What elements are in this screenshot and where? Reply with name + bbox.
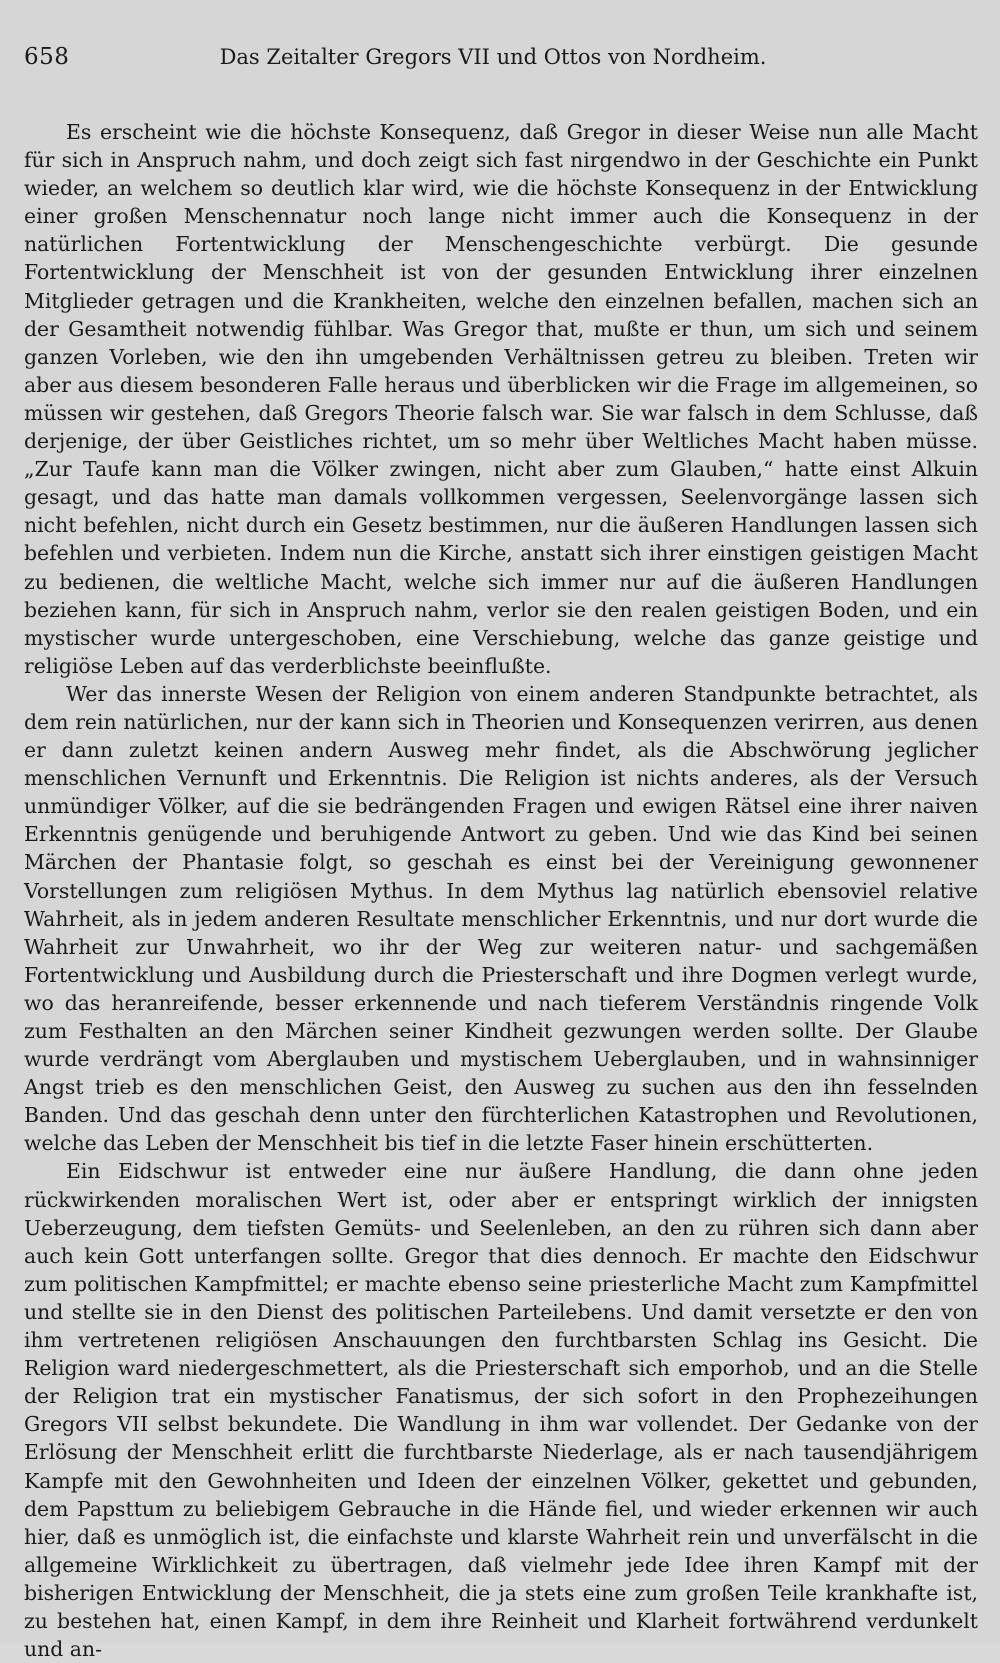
- body-text: [24, 118, 978, 1663]
- paragraph-1: Es erscheint wie die höchste Konsequenz, daß Gregor in dieser Weise nun alle Macht für sich in Anspruch nahm, und doch zeigt sich fast nirgendwo in der Geschichte ein Punkt wieder, an welchem so deutlich klar wird, wie die höchste Konsequenz in der Entwicklung einer großen Menschennatur noch lange nicht immer auch die Konsequenz in der natürlichen Fortentwicklung der Menschengeschichte verbürgt. Die gesunde Fortentwicklung der Menschheit ist von der gesunden Entwicklung ihrer einzelnen Mitglieder getragen und die Krankheiten, welche den einzelnen befallen, machen sich an der Gesamtheit notwendig fühlbar. Was Gregor that, mußte er thun, um sich und seinem ganzen Vorleben, wie den ihn umgebenden Verhältnissen getreu zu bleiben. Treten wir aber aus diesem besonderen Falle heraus und überblicken wir die Frage im allgemeinen, so müssen wir gestehen, daß Gregors Theorie falsch war. Sie war falsch in dem Schlusse, daß derjenige, der über Geistliches richtet, um so mehr über Weltliches Macht haben müsse. „Zur Taufe kann man die Völker zwingen, nicht aber zum Glauben,“ hatte einst Alkuin gesagt, und das hatte man damals vollkommen vergessen, Seelenvorgänge lassen sich nicht befehlen, nicht durch ein Gesetz bestimmen, nur die äußeren Handlungen lassen sich befehlen und verbieten. Indem nun die Kirche, anstatt sich ihrer einstigen geistigen Macht zu bedienen, die weltliche Macht, welche sich immer nur auf die äußeren Handlungen beziehen kann, für sich in Anspruch nahm, verlor sie den realen geistigen Boden, und ein mystischer wurde untergeschoben, eine Verschiebung, welche das ganze geistige und religiöse Leben auf das verderblichste beeinflußte.: [24, 120, 978, 678]
- running-header: [24, 44, 978, 84]
- running-title: Das Zeitalter Gregors VII und Ottos von Nordheim.: [219, 45, 767, 69]
- page-number: 658: [24, 44, 70, 70]
- paragraph-3: Ein Eidschwur ist entweder eine nur äußere Handlung, die dann ohne jeden rückwirkenden moralischen Wert ist, oder aber er entspringt wirklich der innigsten Ueberzeugung, dem tiefsten Gemüts- und Seelenleben, an den zu rühren sich dann aber auch kein Gott unterfangen sollte. Gregor that dies dennoch. Er machte den Eidschwur zum politischen Kampfmittel; er machte ebenso seine priesterliche Macht zum Kampfmittel und stellte sie in den Dienst des politischen Parteilebens. Und damit versetzte er den von ihm vertretenen religiösen Anschauungen den furchtbarsten Schlag ins Gesicht. Die Religion ward niedergeschmettert, als die Priesterschaft sich emporhob, und an die Stelle der Religion trat ein mystischer Fanatismus, der sich sofort in den Prophezeihungen Gregors VII selbst bekundete. Die Wandlung in ihm war vollendet. Der Gedanke von der Erlösung der Menschheit erlitt die furchtbarste Niederlage, als er nach tausendjährigem Kampfe mit den Gewohnheiten und Ideen der einzelnen Völker, gekettet und gebunden, dem Papsttum zu beliebigem Gebrauche in die Hände fiel, und wieder erkennen wir auch hier, daß es unmöglich ist, die einfachste und klarste Wahrheit rein und unverfälscht in die allgemeine Wirklichkeit zu übertragen, daß vielmehr jede Idee ihren Kampf mit der bisherigen Entwicklung der Menschheit, die ja stets eine zum großen Teile krankhafte ist, zu bestehen hat, einen Kampf, in dem ihre Reinheit und Klarheit fortwährend verdunkelt und an-: [24, 1159, 978, 1662]
- paragraph-2: Wer das innerste Wesen der Religion von einem anderen Standpunkte betrachtet, als dem rein natürlichen, nur der kann sich in Theorien und Konsequenzen verirren, aus denen er dann zuletzt keinen andern Ausweg mehr findet, als die Abschwörung jeglicher menschlichen Vernunft und Erkenntnis. Die Religion ist nichts anderes, als der Versuch unmündiger Völker, auf die sie bedrängenden Fragen und ewigen Rätsel eine ihrer naiven Erkenntnis genügende und beruhigende Antwort zu geben. Und wie das Kind bei seinen Märchen der Phantasie folgt, so geschah es einst bei der Vereinigung gewonnener Vorstellungen zum religiösen Mythus. In dem Mythus lag natürlich ebensoviel relative Wahrheit, als in jedem anderen Resultate menschlicher Erkenntnis, und nur dort wurde die Wahrheit zur Unwahrheit, wo ihr der Weg zur weiteren natur- und sachgemäßen Fortentwicklung und Ausbildung durch die Priesterschaft und ihre Dogmen verlegt wurde, wo das heranreifende, besser erkennende und nach tieferem Verständnis ringende Volk zum Festhalten an den Märchen seiner Kindheit gezwungen werden sollte. Der Glaube wurde verdrängt vom Aberglauben und mystischem Ueberglauben, und in wahnsinniger Angst trieb es den menschlichen Geist, den Ausweg zu suchen aus den ihn fesselnden Banden. Und das geschah denn unter den fürchterlichen Katastrophen und Revolutionen, welche das Leben der Menschheit bis tief in die letzte Faser hinein erschütterten.: [24, 681, 978, 1156]
